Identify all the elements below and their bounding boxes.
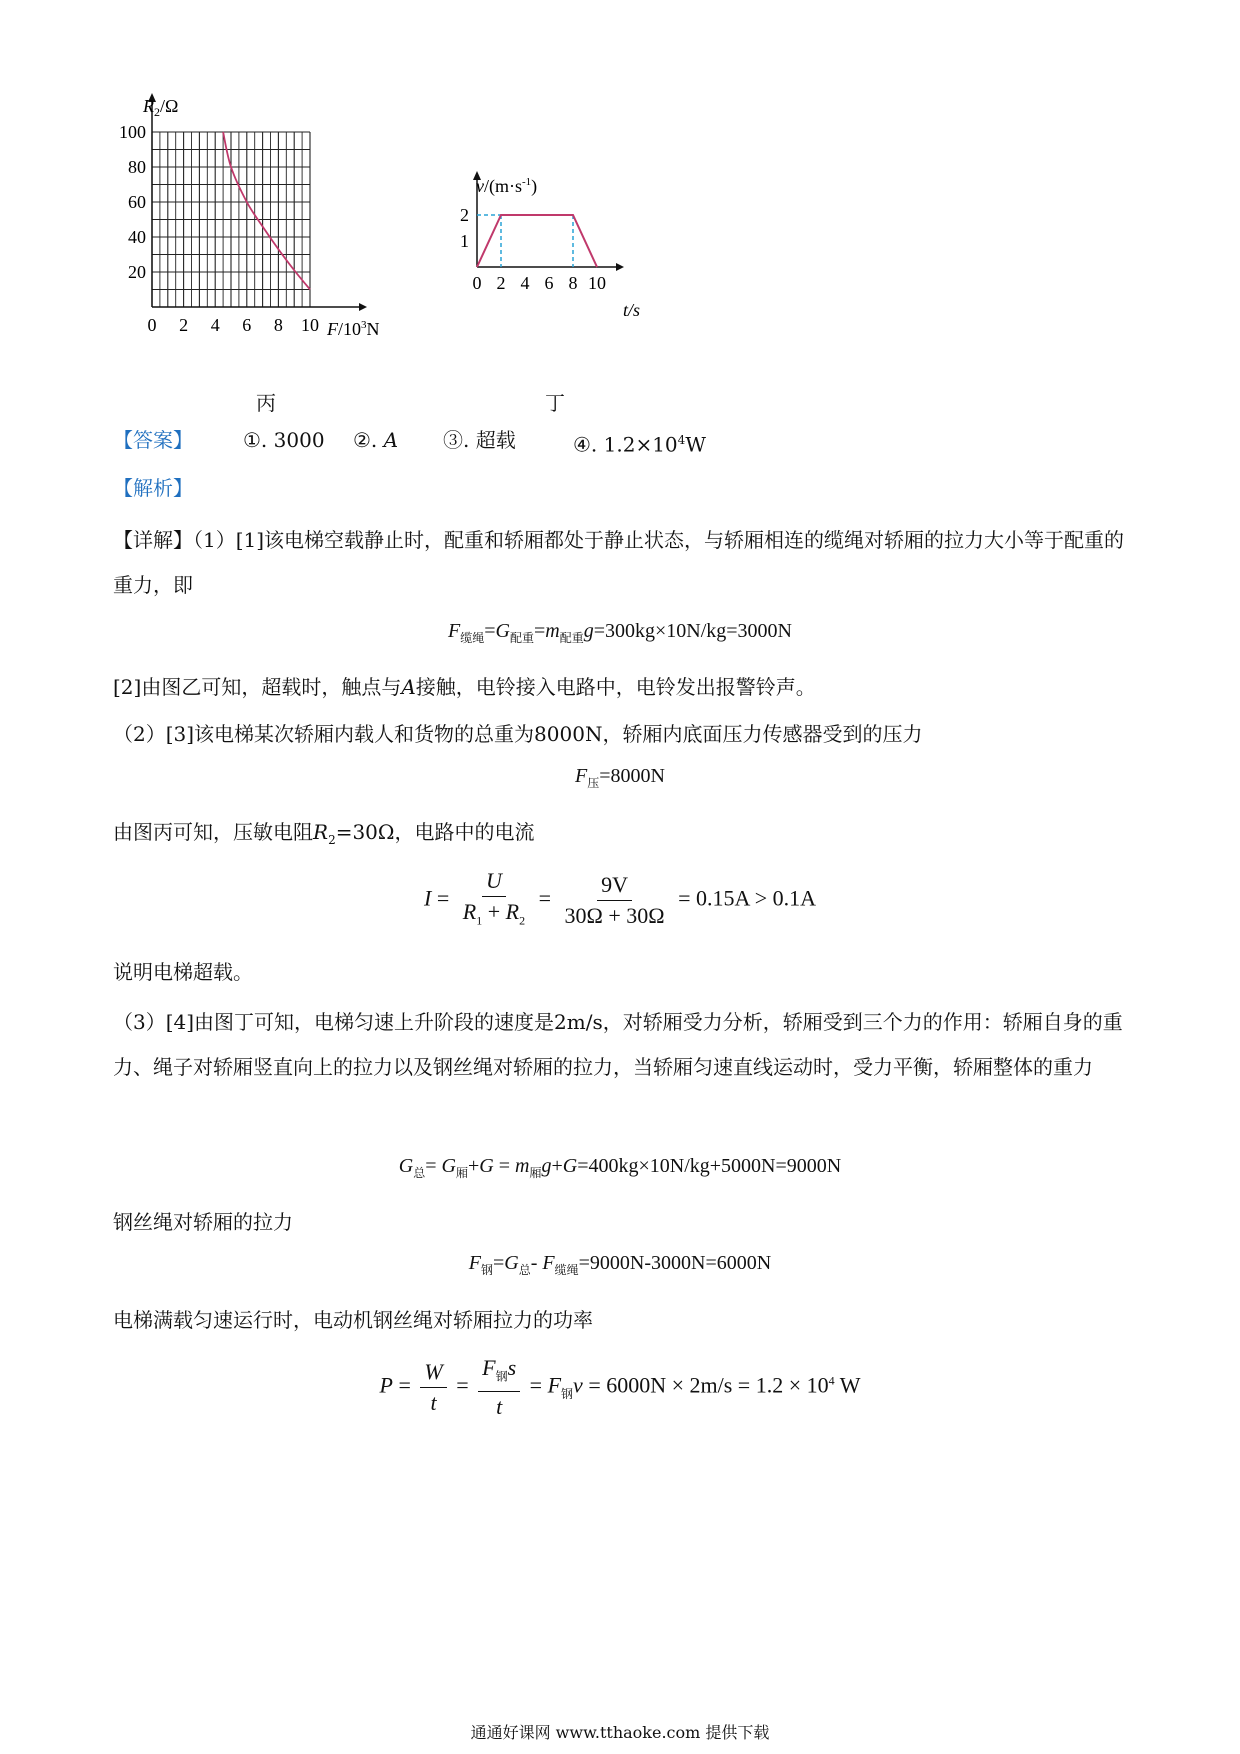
fraction-fs-over-t: $\frac{F_钢s}{t}$ [478,1355,520,1420]
x-tick-label: 6 [242,315,252,335]
y-tick-label: 20 [128,262,146,282]
y-tick-label: 80 [128,157,146,177]
detail-paragraph-1: 【详解】（1）[1]该电梯空载静止时，配重和轿厢都处于静止状态，与轿厢相连的缆绳对轿厢的拉力大小等于配重的重力，即 [113,528,1125,597]
figure-caption-ding: 丁 [545,391,565,415]
detail-paragraph-4: 由图丙可知，压敏电阻$R_2=30\Omega$，电路中的电流 [113,820,535,847]
tick-labels [460,205,606,293]
x-axis-label: t/s [623,300,641,320]
answer-3: ③. 超载 [443,428,516,452]
detail-paragraph-5: 说明电梯超载。 [113,960,253,984]
y-axis-label: $v/(m\cdot s^{-1})$ [476,176,538,196]
x-tick-label: 2 [179,315,189,335]
answer-row [113,425,1113,455]
x-tick-label: 0 [472,273,482,293]
formula-steel-tension: $F_钢=G_总-$ $F_{缆绳}=9000N-3000N=6000N$ [468,1252,772,1277]
chart-series [477,215,597,267]
detail-label: 【详解】 [113,528,193,552]
chart-series [223,132,310,290]
guide-lines [477,215,573,267]
answer-2: ②. A [353,428,399,452]
formula-pressure: $F_压=8000N$ [575,765,665,790]
detail-paragraph-3: （2）[3]该电梯某次轿厢内载人和货物的总重为8000N，轿厢内底面压力传感器受到的压力 [113,722,923,746]
tick-labels [119,122,319,335]
x-tick-label: 4 [210,315,220,335]
fraction-values: $\frac{9V}{30\Omega + 30\Omega}$ [564,872,665,929]
x-tick-label: 10 [588,273,606,293]
y-axis-label: $R_2/\Omega$ [143,96,179,119]
answer-4: ④. $1.2\times 10^4W$ [573,432,706,457]
answer-1: ①. 3000 [243,428,325,452]
y-tick-label: 40 [128,227,146,247]
figure-caption-bing: 丙 [256,391,276,415]
y-tick-label: 60 [128,192,146,212]
y-tick-label: 100 [119,122,146,142]
answer-label: 【答案】 [113,428,193,452]
detail-paragraph-6: （3）[4]由图丁可知，电梯匀速上升阶段的速度是2m/s，对轿厢受力分析，轿厢受到三个力的作用：轿厢自身的重力、绳子对轿厢竖直向上的拉力以及钢丝绳对轿厢的拉力，当轿厢匀速直线运动时，受力平衡，轿厢整体的重力 [113,1010,1123,1079]
x-tick-label: 2 [496,273,506,293]
x-axis-arrow [616,263,624,271]
analysis-label: 【解析】 [113,476,193,500]
detail-paragraph-7: 钢丝绳对轿厢的拉力 [113,1210,293,1234]
x-axis-arrow [359,303,367,311]
x-tick-label: 6 [544,273,554,293]
fraction-w-over-t: $\frac{W}{t}$ [420,1359,446,1416]
x-tick-label: 8 [568,273,578,293]
detail-paragraph-8: 电梯满载匀速运行时，电动机钢丝绳对轿厢拉力的功率 [113,1308,593,1332]
figure-bing-chart [105,90,445,390]
resistance-curve [223,132,310,290]
x-axis-label: $F/10^3N$ [327,319,380,339]
x-tick-label: 0 [147,315,157,335]
formula-total-weight: $G_总= G_厢+G = m_厢g+G=400kg\times 10N/kg+5000N=9000N$ [398,1155,842,1180]
detail-paragraph-2: [2]由图乙可知，超载时，触点与A接触，电铃接入电路中，电铃发出报警铃声。 [113,675,816,699]
formula-current: I = $\frac{U}{R_1 + R_2}$ = $\frac{9V}{30\Omega + 30\Omega}$ = 0.15A > 0.1A [0,868,1240,933]
chart-grid [152,132,310,307]
fraction-u-over-r: $\frac{U}{R_1 + R_2}$ [462,868,526,928]
figure-ding-chart [440,160,660,340]
x-tick-label: 10 [301,315,319,335]
velocity-line [477,215,597,267]
page-footer: 通通好课网 www.tthaoke.com 提供下载 [470,1723,770,1742]
y-tick-label: 2 [460,205,469,225]
formula-power: P = $\frac{W}{t}$ = $\frac{F_钢s}{t}$ = $F_钢v = 6000N \times 2m/s = 1.2 \times 10^4$ W [379,1355,861,1420]
x-tick-label: 8 [273,315,283,335]
x-tick-label: 4 [520,273,530,293]
y-tick-label: 1 [460,231,469,251]
formula-tension: $F_{缆绳}=G_{配重}=m_{配重}g=300kg\times 10N/kg=3000N$ [447,620,792,645]
